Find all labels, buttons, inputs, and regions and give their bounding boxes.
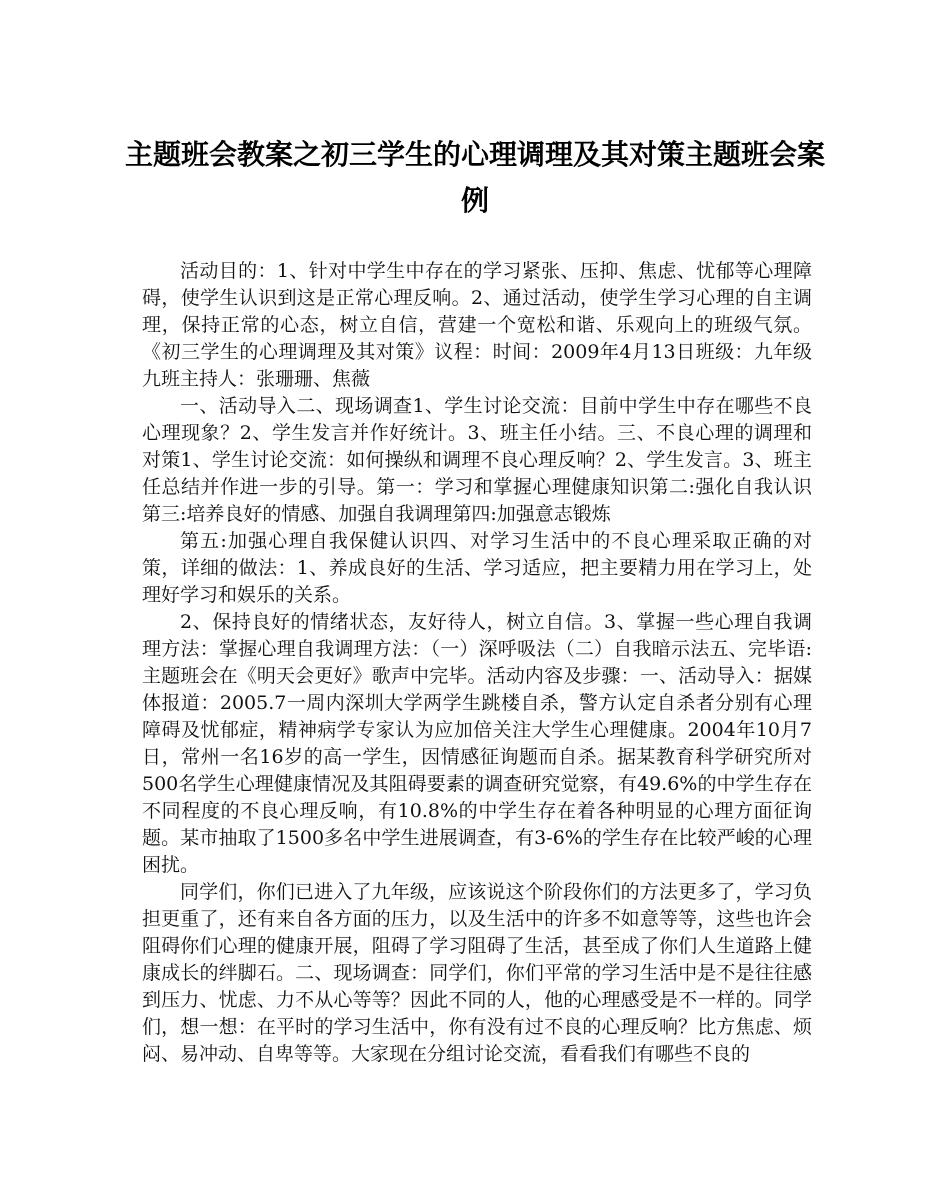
document-title: 主题班会教案之初三学生的心理调理及其对策主题班会案例	[124, 138, 825, 217]
document-body	[142, 258, 812, 1068]
paragraph: 活动目的：1、针对中学生中存在的学习紧张、压抑、焦虑、忧郁等心理障碍，使学生认识到这是正常心理反响。2、通过活动，使学生学习心理的自主调理，保持正常的心态，树立自信，营建一个宽松和谐、乐观向上的班级气氛。《初三学生的心理调理及其对策》议程：时间：2009年4月13日班级：九年级九班主持人：张珊珊、焦薇	[142, 260, 812, 390]
paragraph: 2、保持良好的情绪状态，友好待人，树立自信。3、掌握一些心理自我调理方法：掌握心理自我调理方法：（一）深呼吸法（二）自我暗示法五、完毕语:主题班会在《明天会更好》歌声中完毕。活动内容及步骤：一、活动导入：据媒体报道：2005.7一周内深圳大学两学生跳楼自杀，警方认定自杀者分别有心理障碍及忧郁症，精神病学专家认为应加倍关注大学生心理健康。2004年10月7日，常州一名16岁的高一学生，因情感征询题而自杀。据某教育科学研究所对500名学生心理健康情况及其阻碍要素的调查研究觉察，有49.6%的中学生存在不同程度的不良心理反响，有10.8%的中学生存在着各种明显的心理方面征询题。某市抽取了1500多名中学生进展调查，有3-6%的学生存在比较严峻的心理困扰。	[142, 611, 812, 876]
paragraph: 一、活动导入二、现场调查1、学生讨论交流：目前中学生中存在哪些不良心理现象？2、学生发言并作好统计。3、班主任小结。三、不良心理的调理和对策1、学生讨论交流：如何操纵和调理不良心理反响？2、学生发言。3、班主任总结并作进一步的引导。第一：学习和掌握心理健康知识第二:强化自我认识第三:培养良好的情感、加强自我调理第四:加强意志锻炼	[142, 395, 812, 525]
paragraph: 第五:加强心理自我保健认识四、对学习生活中的不良心理采取正确的对策，详细的做法：1、养成良好的生活、学习适应，把主要精力用在学习上，处理好学习和娱乐的关系。	[142, 530, 812, 606]
paragraph: 同学们，你们已进入了九年级，应该说这个阶段你们的方法更多了，学习负担更重了，还有来自各方面的压力，以及生活中的许多不如意等等，这些也许会阻碍你们心理的健康开展，阻碍了学习阻碍了生活，甚至成了你们人生道路上健康成长的绊脚石。二、现场调查：同学们，你们平常的学习生活中是不是往往感到压力、忧虑、力不从心等等？因此不同的人，他的心理感受是不一样的。同学们，想一想：在平时的学习生活中，你有没有过不良的心理反响？比方焦虑、烦闷、易冲动、自卑等等。大家现在分组讨论交流，看看我们有哪些不良的	[142, 881, 812, 1065]
